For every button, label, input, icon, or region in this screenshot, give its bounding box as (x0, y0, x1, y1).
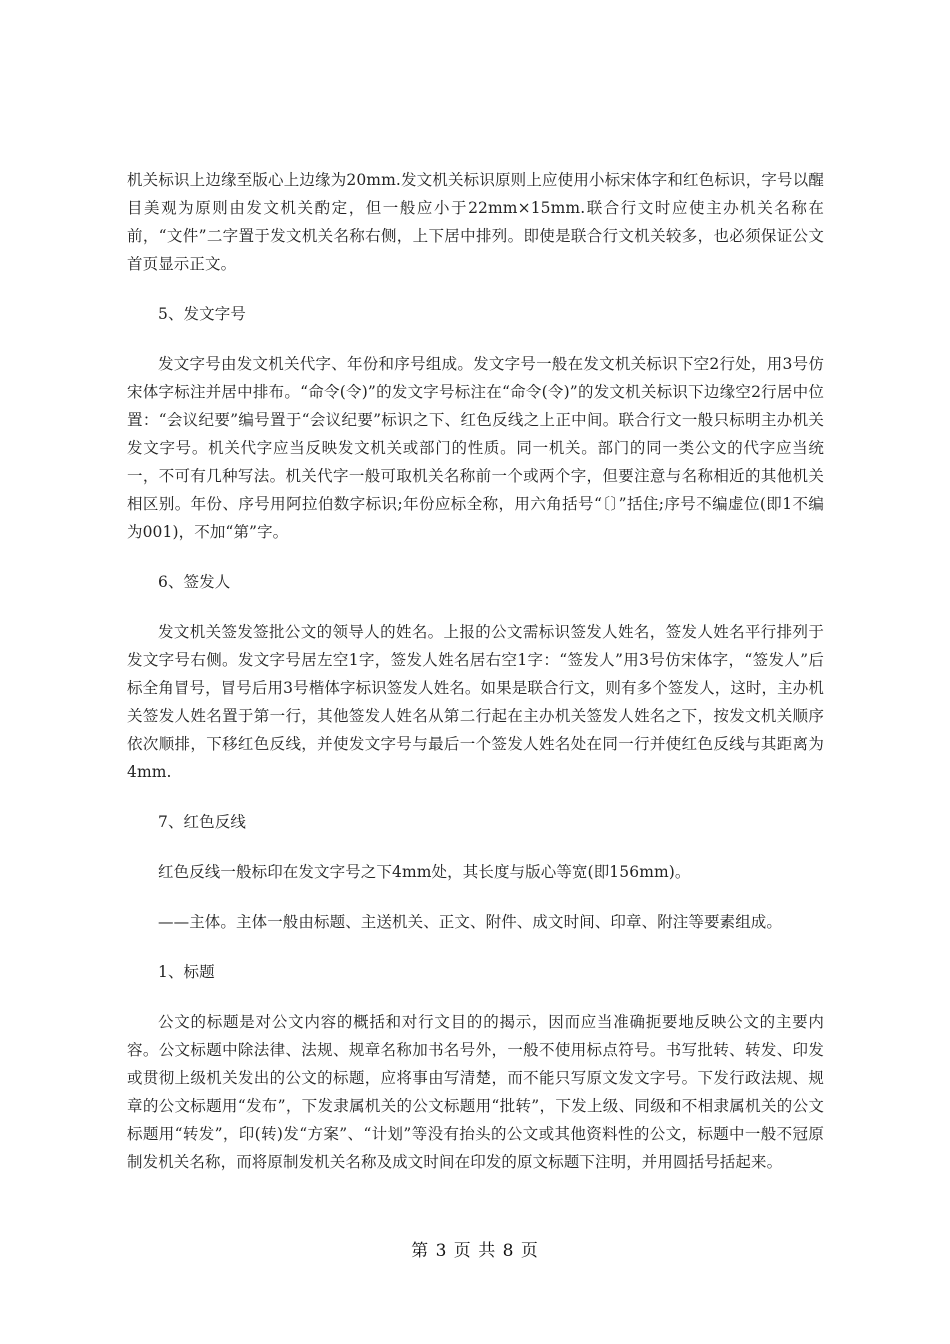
paragraph-title: 公文的标题是对公文内容的概括和对行文目的的揭示，因而应当准确扼要地反映公文的主要内容。公文标题中除法律、法规、规章名称加书名号外，一般不使用标点符号。书写批转、转发、印发或贯彻上级机关发出的公文的标题，应将事由写清楚，而不能只写原文发文字号。下发行政法规、规章的公文标题用“发布”，下发隶属机关的公文标题用“批转”，下发上级、同级和不相隶属机关的公文标题用“转发”，印(转)发“方案”、“计划”等没有抬头的公文或其他资料性的公文，标题中一般不冠原制发机关名称，而将原制发机关名称及成文时间在印发的原文标题下注明，并用圆括号括起来。 (127, 1013, 824, 1171)
paragraph-signer: 发文机关签发签批公文的领导人的姓名。上报的公文需标识签发人姓名，签发人姓名平行排列于发文字号右侧。发文字号居左空1字，签发人姓名居右空1字：“签发人”用3号仿宋体字，“签发人”后标全角冒号，冒号后用3号楷体字标识签发人姓名。如果是联合行文，则有多个签发人，这时，主办机关签发人姓名置于第一行，其他签发人姓名从第二行起在主办机关签发人姓名之下，按发文机关顺序依次顺排，下移红色反线，并使发文字号与最后一个签发人姓名处在同一行并使红色反线与其距离为4mm. (127, 623, 824, 781)
section-heading-red-line: 7、红色反线 (158, 813, 246, 831)
paragraph-doc-number: 发文字号由发文机关代字、年份和序号组成。发文字号一般在发文机关标识下空2行处，用3号仿宋体字标注并居中排布。“命令(令)”的发文字号标注在“命令(令)”的发文机关标识下边缘空2行居中位置：“会议纪要”编号置于“会议纪要”标识之下、红色反线之上正中间。联合行文一般只标明主办机关发文字号。机关代字应当反映发文机关或部门的性质。同一机关。部门的同一类公文的代字应当统一，不可有几种写法。机关代字一般可取机关名称前一个或两个字，但要注意与名称相近的其他机关相区别。年份、序号用阿拉伯数字标识;年份应标全称，用六角括号“〔〕”括住;序号不编虚位(即1不编为001)，不加“第”字。 (127, 355, 824, 541)
paragraph-main-body: ——主体。主体一般由标题、主送机关、正文、附件、成文时间、印章、附注等要素组成。 (158, 913, 783, 931)
paragraph-red-line: 红色反线一般标印在发文字号之下4mm处，其长度与版心等宽(即156mm)。 (158, 863, 691, 881)
section-heading-doc-number: 5、发文字号 (158, 305, 246, 323)
page-number-footer: 第 3 页 共 8 页 (411, 1241, 539, 1261)
section-heading-title: 1、标题 (158, 963, 215, 981)
section-heading-signer: 6、签发人 (158, 573, 231, 591)
document-body (127, 166, 824, 1198)
paragraph-masthead: 机关标识上边缘至版心上边缘为20mm.发文机关标识原则上应使用小标宋体字和红色标识，字号以醒目美观为原则由发文机关酌定，但一般应小于22mm×15mm.联合行文时应使主办机关名称在前，“文件”二字置于发文机关名称右侧，上下居中排列。即使是联合行文机关较多，也必须保证公文首页显示正文。 (127, 171, 824, 273)
